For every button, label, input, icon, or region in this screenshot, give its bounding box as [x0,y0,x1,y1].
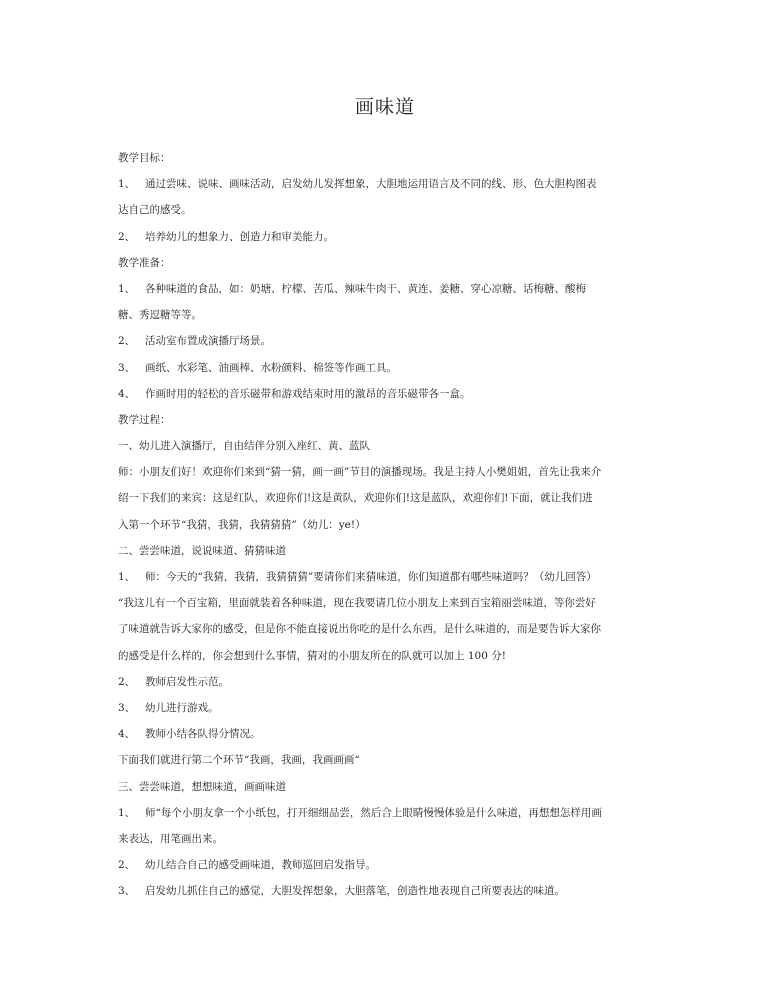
item-number: 4、 [118,387,136,400]
paragraph-continuation: 达自己的感受。 [118,204,192,217]
item-text: 师：今天的“我猜，我猜，我猜猜猜”要请你们来猜味道，你们知道都有哪些味道吗？（幼儿回答） [145,571,597,583]
list-item [118,695,658,721]
list-item [118,381,658,407]
section-heading-preparation: 教学准备： [118,256,171,269]
item-number: 2、 [118,335,136,348]
list-item [118,878,658,904]
item-text: 各种味道的食品，如：奶塘、柠檬、苦瓜、辣味牛肉干、黄连、姜糖、穿心凉糖、话梅糖、酸梅 [145,282,586,295]
item-number: 1、 [118,282,136,295]
section-heading-process: 教学过程： [118,413,171,426]
document-title: 画味道 [354,96,415,118]
section-heading-objectives: 教学目标： [118,152,171,164]
subsection-heading: 二、尝尝味道，说说味道、猜猜味道 [118,544,286,557]
item-number: 3、 [118,361,136,374]
list-item [118,328,658,354]
paragraph-line: 师：小朋友们好！欢迎你们来到“猜一猜，画一画”节目的演播现场。我是主持人小樊姐姐，首先让我来介 [118,466,602,479]
item-number: 1、 [118,806,136,819]
item-text: 师“每个小朋友拿一个小纸包，打开细细品尝，然后合上眼睛慢慢体验是什么味道，再想想怎样用画 [145,806,602,819]
item-text: 培养幼儿的想象力、创造力和审美能力。 [145,230,334,243]
list-item [118,276,658,302]
item-number: 3、 [118,885,136,898]
paragraph-continuation: 糖、秀逗糖等等。 [118,309,202,322]
item-text: 幼儿结合自己的感受画味道，教师巡回启发指导。 [145,859,376,872]
item-text: 活动室布置成演播厅场景。 [145,335,271,348]
item-number: 2、 [118,859,136,872]
item-number: 1、 [118,178,136,191]
item-number: 1、 [118,571,136,583]
item-number: 2、 [118,675,136,688]
list-item [118,721,658,747]
list-item [118,800,658,826]
item-text: 启发幼儿抓住自己的感觉，大胆发挥想象，大胆落笔，创造性地表现自己所要表达的味道。 [145,885,565,898]
document-body [118,145,658,904]
paragraph-line: 下面我们就进行第二个环节“我画，我画，我画画画“ [118,754,360,767]
list-item [118,355,658,381]
item-number: 2、 [118,230,136,243]
paragraph-line: 入第一个环节“我猜，我猜，我猜猜猜”（幼儿：ye!） [118,518,366,531]
item-number: 4、 [118,728,136,741]
item-text: 幼儿进行游戏。 [145,701,219,714]
subsection-heading: 三、尝尝味道，想想味道，画画味道 [118,780,286,793]
item-text: 教师小结各队得分情况。 [145,728,261,741]
list-item [118,171,658,197]
list-item [118,852,658,878]
item-text: 作画时用的轻松的音乐磁带和游戏结束时用的激昂的音乐磁带各一盒。 [145,387,471,400]
list-item [118,669,658,695]
list-item [118,224,658,250]
paragraph-line: 了味道就告诉大家你的感受，但是你不能直接说出你吃的是什么东西，是什么味道的，而是要告诉大家你 [118,623,601,636]
item-text: 通过尝味、说味、画味活动，启发幼儿发挥想象，大胆地运用语言及不同的线、形、色大胆构图表 [145,178,597,191]
paragraph-continuation: 来表达，用笔画出来。 [118,832,223,845]
subsection-heading: 一、幼儿进入演播厅，自由结伴分别入座红、黄、蓝队 [118,440,370,453]
list-item [118,564,658,590]
paragraph-line: “我这儿有一个百宝箱，里面就装着各种味道，现在我要请几位小朋友上来到百宝箱丽尝味道，等你尝好 [118,597,596,610]
paragraph-line: 的感受是什么样的，你会想到什么事情，猜对的小朋友所在的队就可以加上 100 分! [118,649,506,662]
item-text: 画纸、水彩笔、油画棒、水粉颜料、棉签等作画工具。 [145,361,397,374]
item-text: 教师启发性示范。 [145,675,229,688]
paragraph-line: 绍一下我们的来宾：这是红队，欢迎你们!这是黄队，欢迎你们!这是蓝队，欢迎你们!下面，就让我们进 [118,492,593,505]
item-number: 3、 [118,701,136,714]
